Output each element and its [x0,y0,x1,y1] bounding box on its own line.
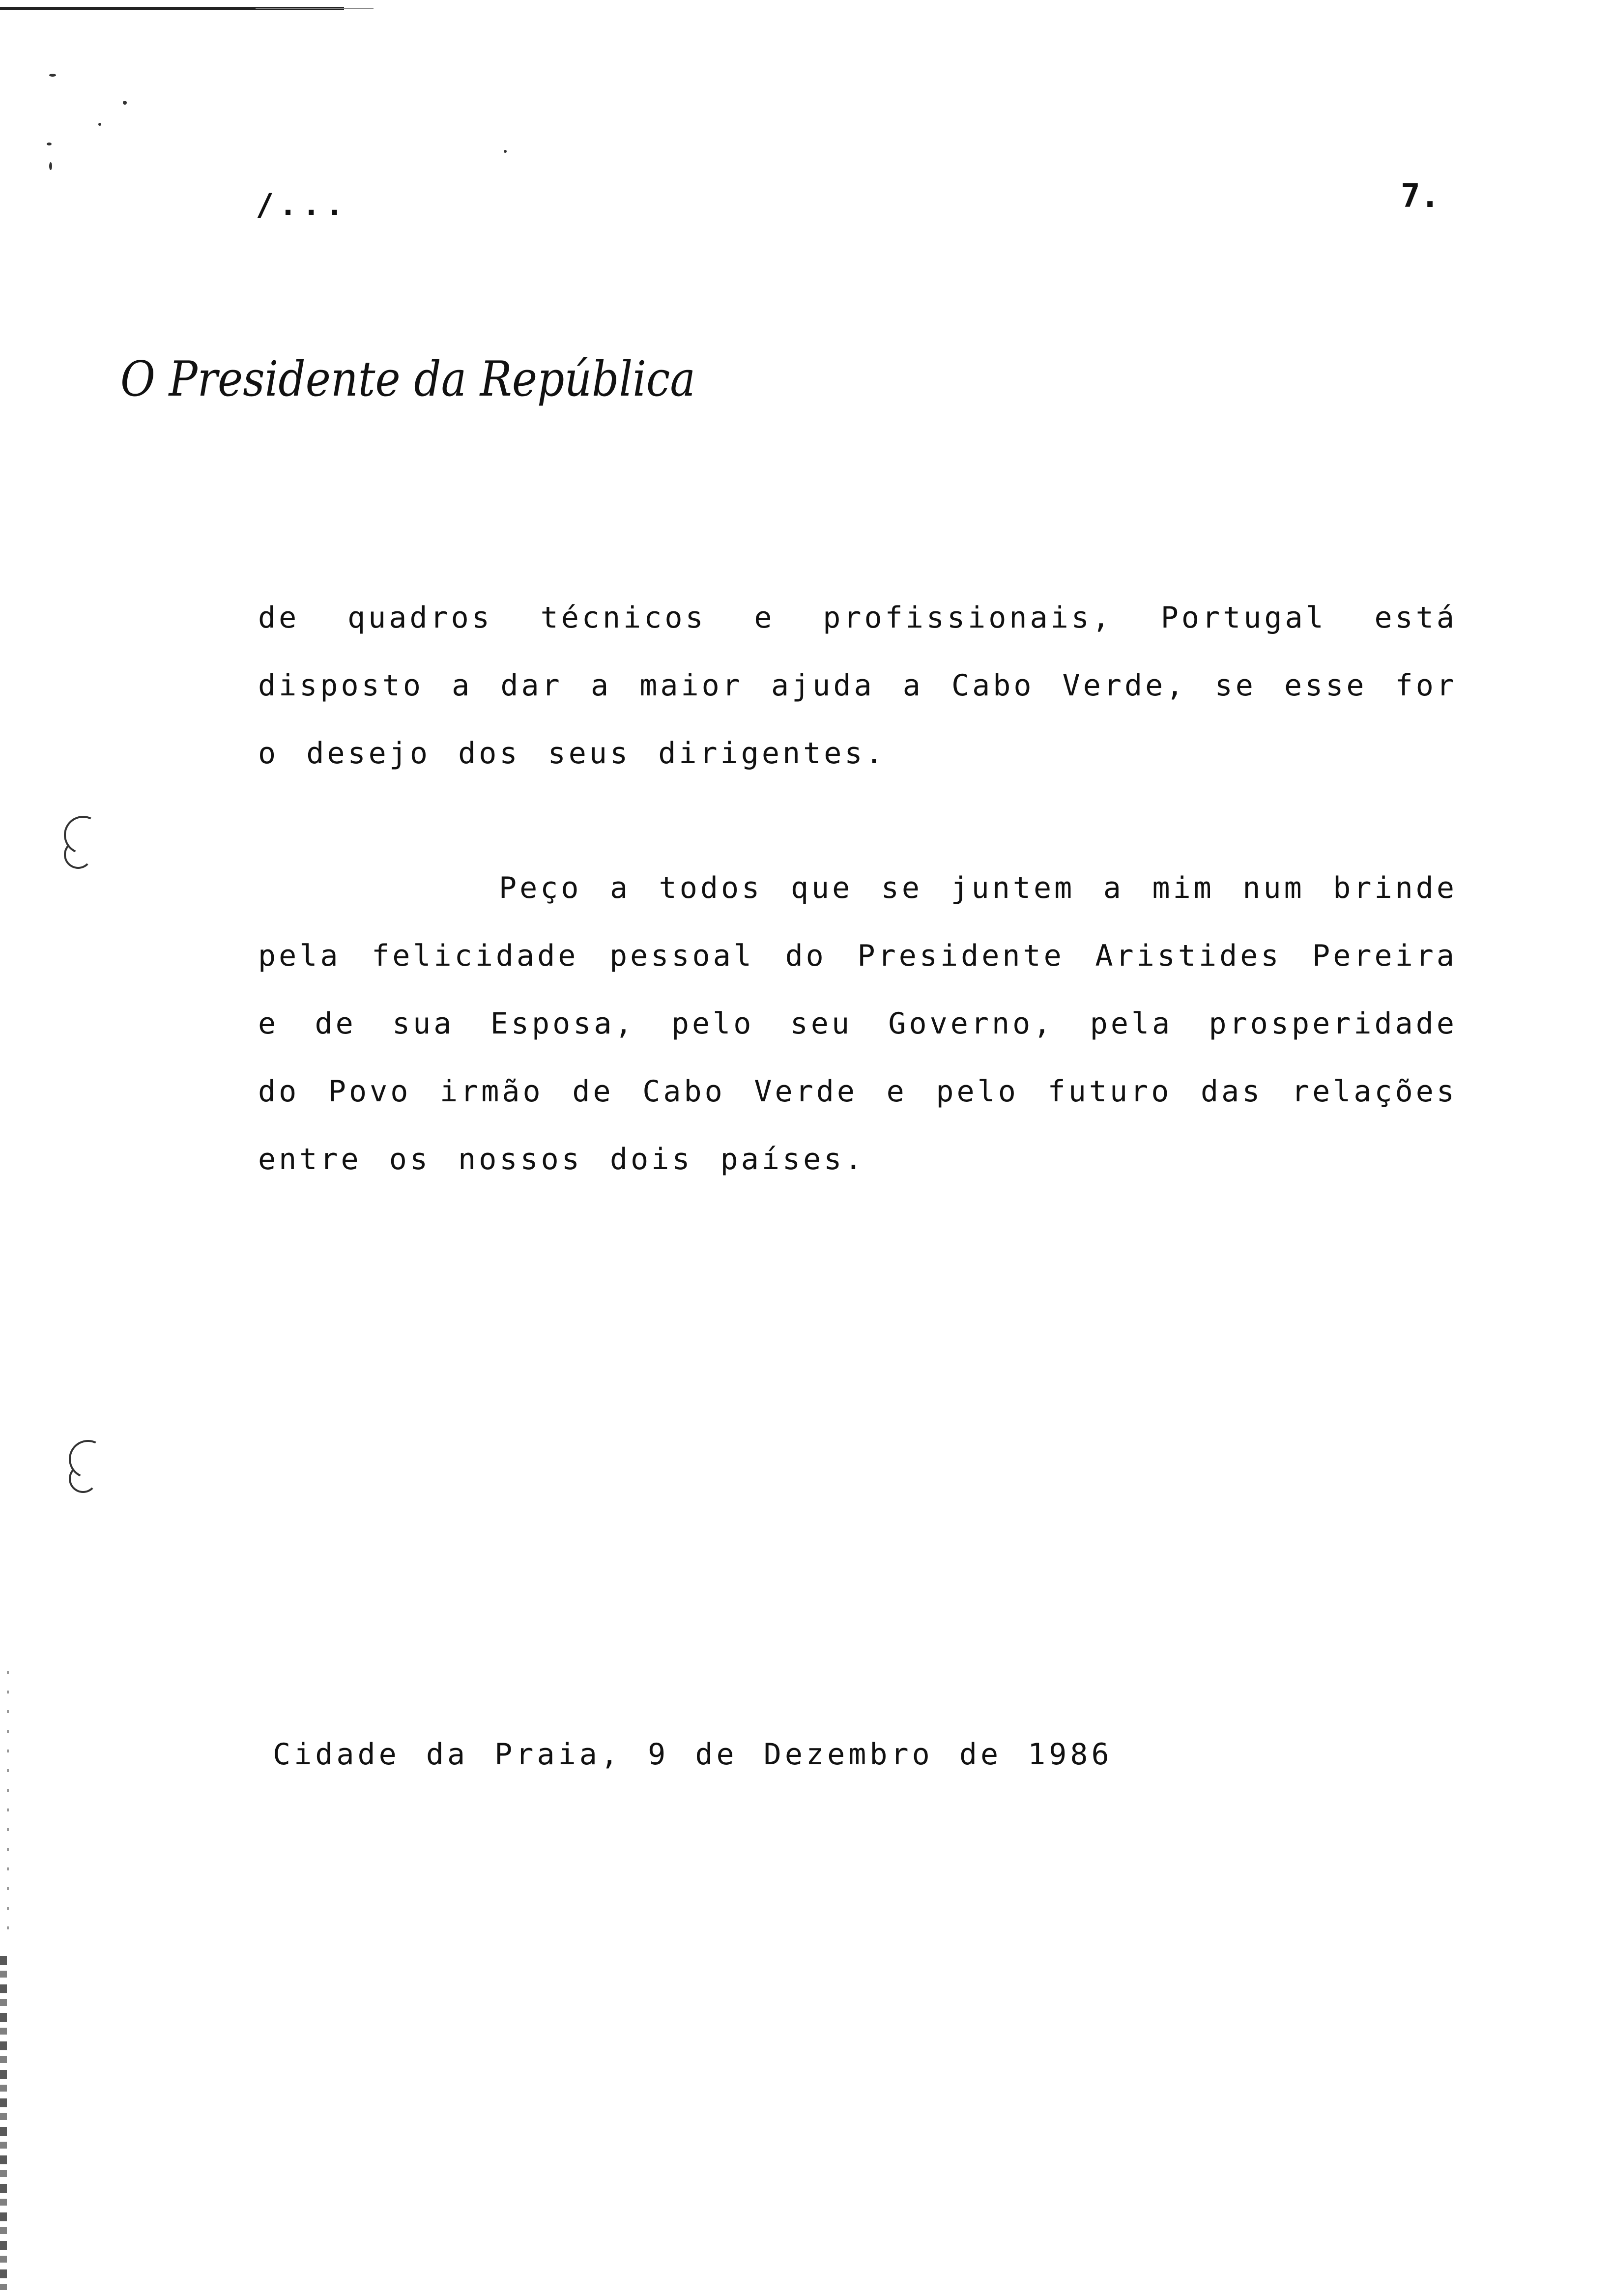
continuation-mark: /... [256,187,349,223]
letterhead-text: O Presidente da República [120,351,695,407]
scan-speck [47,143,52,145]
scan-edge-dots [7,1671,9,1946]
body-paragraph-2: Peço a todos que se juntem a mim num brinde pela felicidade pessoal do Presidente Aristides Pereira e de sua Esposa, pelo seu Governo, pela prosperidade do Povo irmão de Cabo Verde e pelo futuro das relações entre os nossos dois países. [258,871,1457,1177]
scan-speck [123,101,127,105]
dateline: Cidade da Praia, 9 de Dezembro de 1986 [273,1737,1113,1772]
scan-speck [49,74,56,77]
scan-left-edge [0,1956,7,2290]
punch-hole-mark [69,1464,97,1493]
page-number: 7. [1401,177,1440,215]
punch-hole-mark [64,840,92,869]
scan-speck [49,162,52,170]
scan-speck [504,150,507,153]
scan-top-rule-thin [256,8,374,9]
body-paragraph-1: de quadros técnicos e profissionais, Portugal está disposto a dar a maior ajuda a Cabo Verde, se esse for o desejo dos seus dirigentes. [258,601,1457,771]
letterhead-logo [115,339,705,418]
scan-speck [98,123,101,126]
